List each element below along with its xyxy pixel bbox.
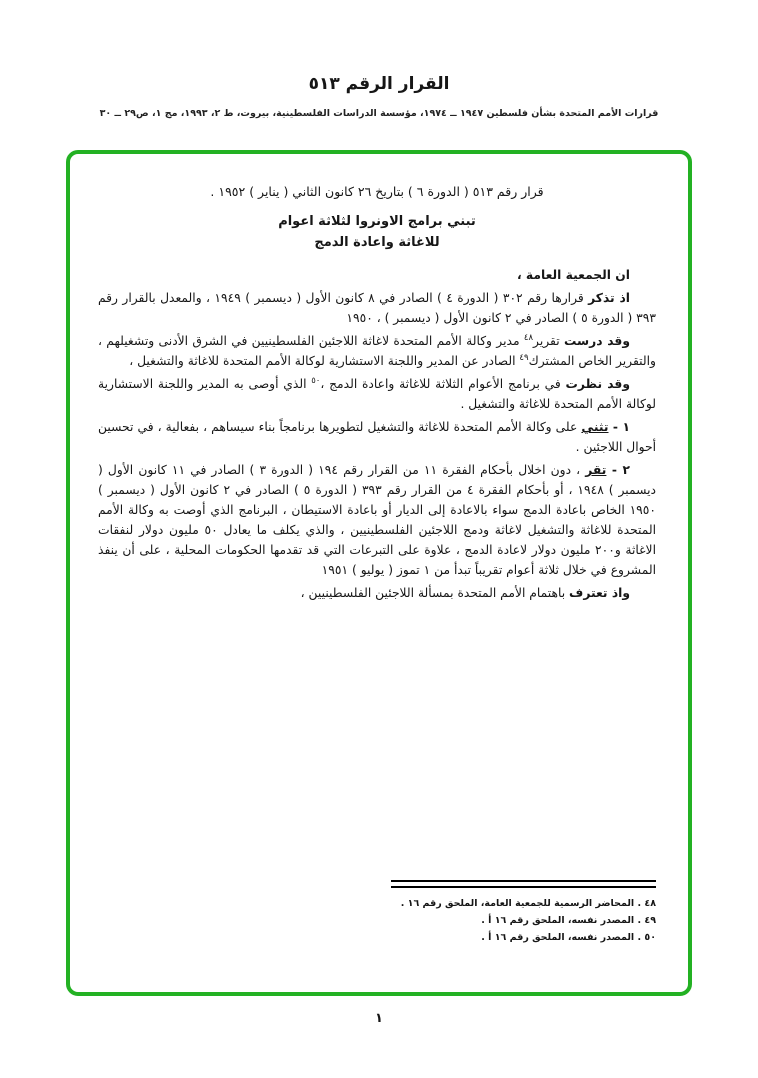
paragraph-segment: ، دون اخلال بأحكام الفقرة ١١ من القرار رقم ١٩٤ ( الدورة ٣ ) الصادر في ١١ كانون الأول ( ديسمبر ) ١٩٤٨ ، أو بأحكام الفقرة ٤ من القرار رقم ٣٩٣ ( الدورة ٥ ) الصادر في ٢ كانون الأول ( ديسمبر ) ١٩٥٠ الخاص باعادة الدمج سواء بالاعادة إلى الديار أو باعادة الاستيطان ، البرنامج الذي أوصت به وكالة الأمم المتحدة للاغاثة والتشغيل لاغاثة ودمج اللاجئين الفلسطينيين ، والذي يكلف ما يعادل ٥٠ مليون دولار لنفقات الاغاثة و٢٠٠ مليون دولار لاعادة الدمج ، علاوة على التبرعات التي قد تقدمها الحكومات المحلية ، على أن ينفذ المشروع في خلال ثلاثة أعوام تقريباً تبدأ من ١ تموز ( يوليو ) ١٩٥١ [98,463,656,577]
page-title: القرار الرقم ٥١٣ [308,74,450,94]
resolution-paragraph [98,288,656,328]
resolution-paragraph [98,583,656,603]
footnote-separator-line-2 [391,886,656,888]
paragraph-segment: تقرير [533,334,564,348]
resolution-paragraph [98,460,656,580]
footnotes [98,895,656,946]
source-citation-line: قرارات الأمم المتحدة بشأن فلسطين ١٩٤٧ ــ ١٩٧٤، مؤسسة الدراسات الفلسطينية، بيروت، ط ٢، ١٩٩٣، مج ١، ص٢٩ ــ ٣٠ [99,108,659,119]
paragraph-segment: ١ - [608,420,630,434]
resolution-subtitle-line-2: للاغاثة واعادة الدمج [314,235,440,250]
footnote-block [98,880,656,946]
paragraph-segment: باهتمام الأمم المتحدة بمسألة اللاجئين الفلسطينيين ، [300,586,570,600]
resolution-box [66,150,692,996]
resolution-document [98,182,656,603]
resolution-paragraph [98,374,656,414]
paragraph-segment: تثني [581,420,609,434]
resolution-body [98,265,656,603]
page-number: ١ [375,1011,383,1026]
paragraph-segment: الصادر عن المدير واللجنة الاستشارية لوكالة الأمم المتحدة للاغاثة والتشغيل ، [129,354,520,368]
paragraph-segment: قرارها رقم ٣٠٢ ( الدورة ٤ ) الصادر في ٨ كانون الأول ( ديسمبر ) ١٩٤٩ ، والمعدل بالقرار رقم ٣٩٣ ( الدورة ٥ ) الصادر في ٢ كانون الأول ( ديسمبر ) ، ١٩٥٠ [98,291,656,325]
footnote-marker: ٤٩ [519,352,529,363]
resolution-paragraph [98,331,656,371]
footnote-line: ٥٠ . المصدر نفسه، الملحق رقم ١٦ أ . [481,932,656,943]
paragraph-segment: ان الجمعية العامة ، [516,268,630,282]
resolution-paragraph [98,265,656,285]
footnote-marker: ٥٠ [311,375,321,386]
paragraph-segment: مدير وكالة الأمم المتحدة لاغاثة اللاجئين الفلسطينيين في الشرق الأدنى وتشغيلهم ، والتقرير الخاص المشترك [98,334,656,368]
paragraph-segment: في برنامج الأعوام الثلاثة للاغاثة واعادة الدمج ، [320,377,566,391]
paragraph-segment: تقر [585,463,607,477]
paragraph-segment: واذ تعترف [569,586,630,600]
footnote-line: ٤٨ . المحاضر الرسمية للجمعية العامة، الملحق رقم ١٦ . [400,898,656,909]
paragraph-segment: وقد درست [564,334,630,348]
footnote-line: ٤٩ . المصدر نفسه، الملحق رقم ١٦ أ . [481,915,656,926]
paragraph-segment: الذي أوصى به المدير واللجنة الاستشارية لوكالة الأمم المتحدة للاغاثة والتشغيل . [98,377,656,411]
footnote-separator-line-1 [391,880,656,882]
paragraph-segment: اذ تذكر [588,291,630,305]
resolution-paragraph [98,417,656,457]
resolution-subtitle-line-1: تبني برامج الاونروا لثلاثة اعوام [278,214,476,229]
resolution-heading: قرار رقم ٥١٣ ( الدورة ٦ ) بتاريخ ٢٦ كانون الثاني ( يناير ) ١٩٥٢ . [210,184,544,199]
paragraph-segment: على وكالة الأمم المتحدة للاغاثة والتشغيل لتطويرها برنامجاً بناء سيساهم ، بفعالية ، في تحسين أحوال اللاجئين . [98,420,656,454]
footnote-marker: ٤٨ [523,332,534,343]
paragraph-segment: وقد نظرت [565,377,631,391]
paragraph-segment: ٢ - [606,463,630,477]
